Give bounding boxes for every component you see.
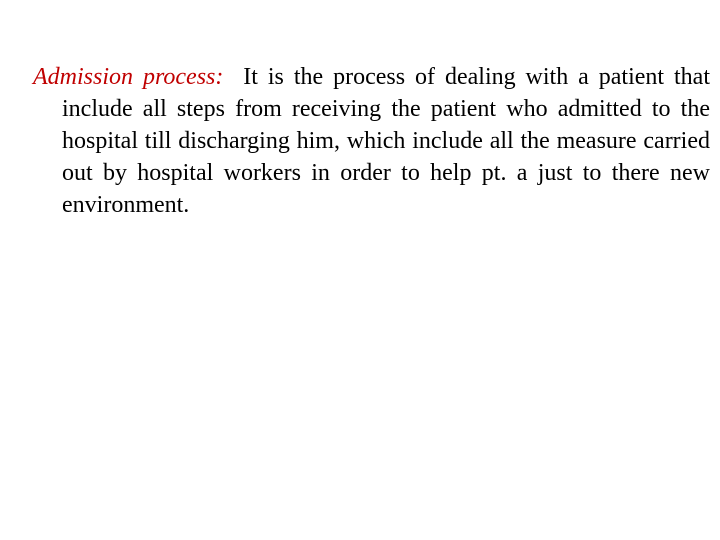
definition-term: Admission process: <box>33 64 224 90</box>
definition-paragraph <box>33 61 710 221</box>
definition-text: It is the process of dealing with a patient that include all steps from receiving the patient who admitted to the hospital till discharging him, which include all the measure carried out by hospital workers in order to help pt. a just to there new environment. <box>62 64 711 218</box>
